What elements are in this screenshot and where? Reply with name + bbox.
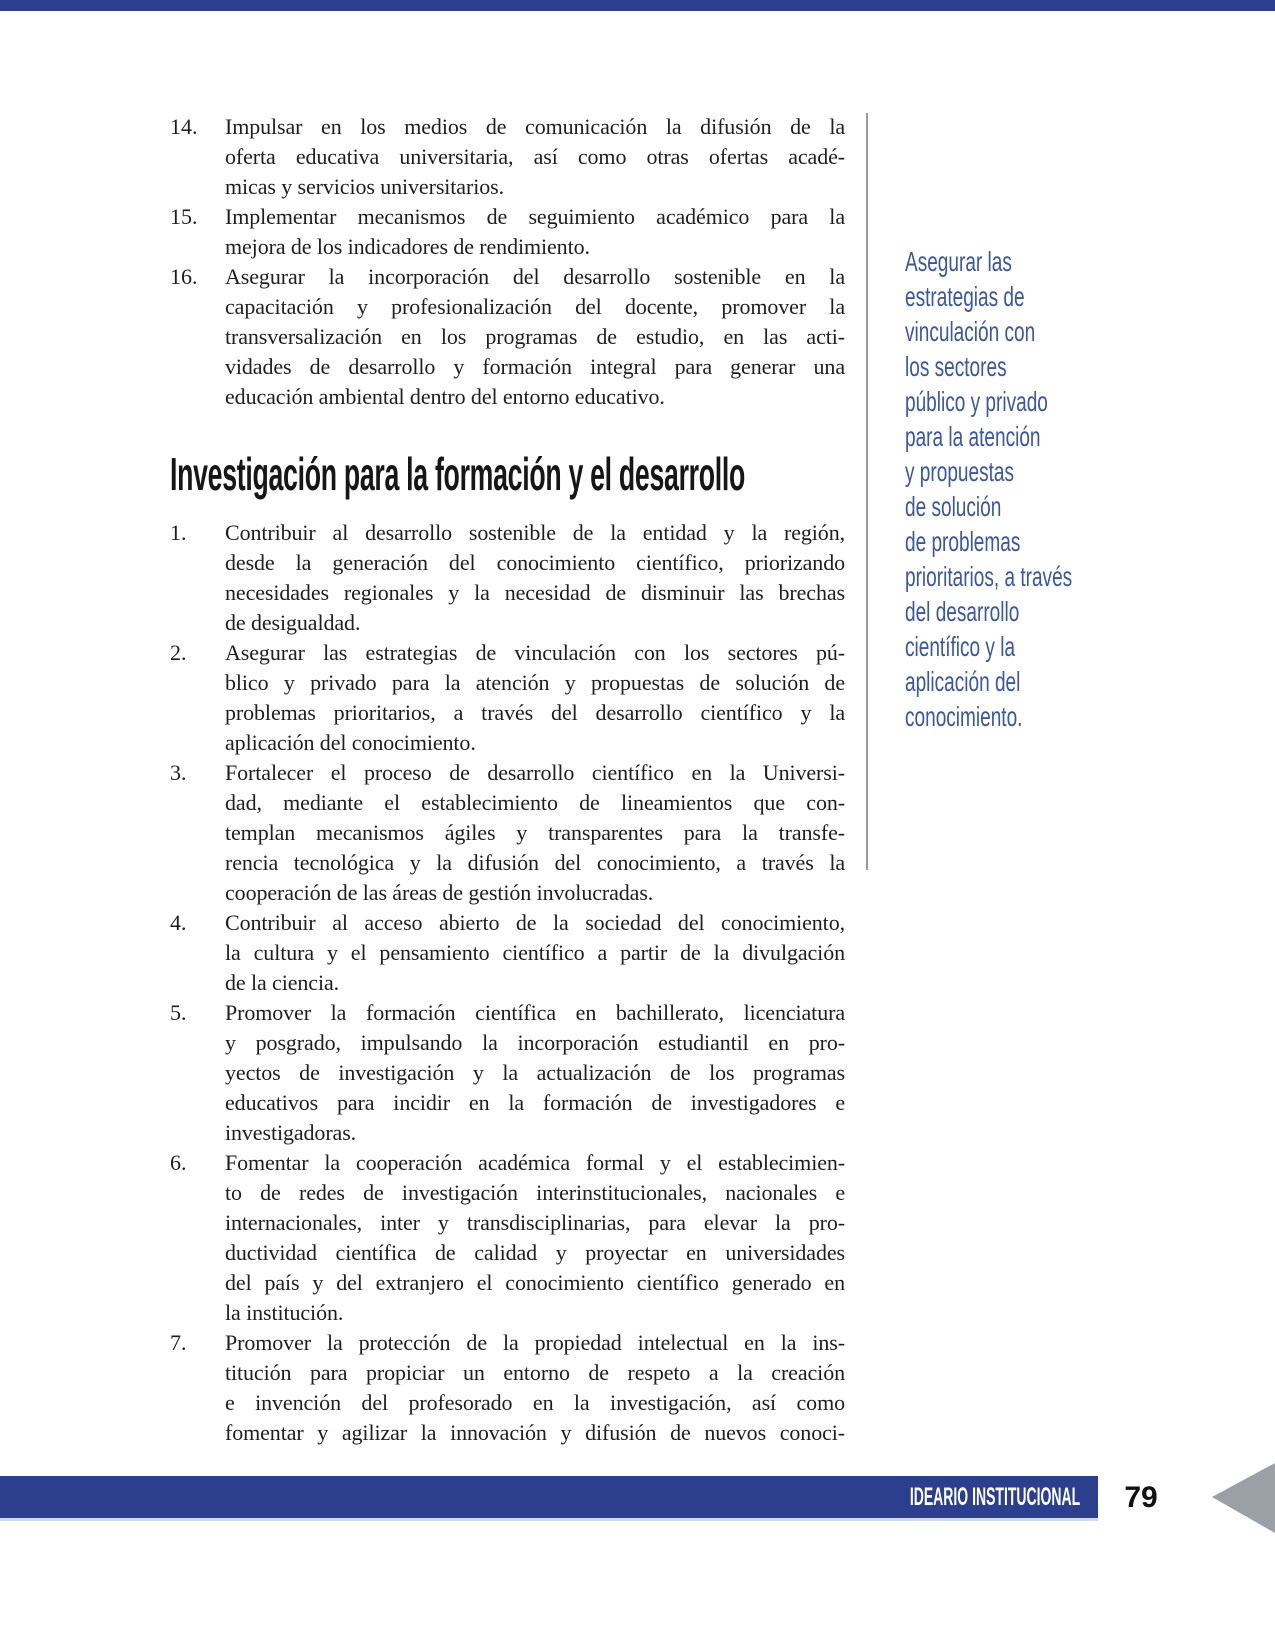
quote-line: Asegurar las	[905, 246, 1012, 277]
quote-line: los sectores	[905, 351, 1007, 382]
list-item	[170, 262, 846, 412]
text-line: mejora de los indicadores de rendimiento.	[225, 234, 590, 259]
list-item	[170, 908, 846, 998]
list-item	[170, 1148, 846, 1328]
text-line: Contribuir al desarrollo sostenible de la entidad y la región,	[225, 520, 845, 545]
item-number: 4.	[170, 910, 187, 935]
vertical-divider	[866, 113, 868, 870]
list-item	[170, 1328, 846, 1448]
quote-line: prioritarios, a través	[905, 561, 1073, 592]
quote-line: científico y la	[905, 631, 1016, 662]
item-text	[225, 1148, 845, 1328]
footer-underline	[0, 1518, 1098, 1521]
text-line: dad, mediante el establecimiento de lineamientos que con-	[225, 790, 845, 815]
item-text	[225, 1328, 845, 1448]
text-line: Promover la formación científica en bachillerato, licenciatura	[225, 1000, 845, 1025]
text-line: e invención del profesorado en la investigación, así como	[225, 1390, 845, 1415]
item-number: 14.	[170, 114, 198, 139]
list-item	[170, 638, 846, 758]
numbered-list-continued	[170, 112, 846, 412]
item-text	[225, 112, 845, 202]
quote-line: para la atención	[905, 421, 1041, 452]
footer-bar	[0, 1476, 1098, 1518]
quote-line: de solución	[905, 491, 1002, 522]
item-text	[225, 518, 845, 638]
item-number: 7.	[170, 1330, 187, 1355]
item-number: 3.	[170, 760, 187, 785]
text-line: titución para propiciar un entorno de respeto a la creación	[225, 1360, 845, 1385]
top-rule	[0, 0, 1275, 11]
text-line: fomentar y agilizar la innovación y difusión de nuevos conoci-	[225, 1420, 845, 1445]
text-line: Impulsar en los medios de comunicación la difusión de la	[225, 114, 845, 139]
text-line: del país y del extranjero el conocimiento científico generado en	[225, 1270, 845, 1295]
item-text	[225, 908, 845, 998]
text-line: templan mecanismos ágiles y transparentes para la transfe-	[225, 820, 845, 845]
text-line: desde la generación del conocimiento científico, priorizando	[225, 550, 845, 575]
quote-line: aplicación del	[905, 666, 1021, 697]
text-line: yectos de investigación y la actualización de los programas	[225, 1060, 845, 1085]
numbered-list-research	[170, 518, 846, 1448]
quote-line: estrategias de	[905, 281, 1025, 312]
text-line: to de redes de investigación interinstitucionales, nacionales e	[225, 1180, 845, 1205]
item-number: 6.	[170, 1150, 187, 1175]
text-line: Implementar mecanismos de seguimiento académico para la	[225, 204, 845, 229]
list-item	[170, 758, 846, 908]
item-number: 15.	[170, 204, 198, 229]
quote-line: vinculación con	[905, 316, 1036, 347]
item-text	[225, 262, 845, 412]
section-heading: Investigación para la formación y el desarrollo	[170, 448, 746, 500]
list-item	[170, 112, 846, 202]
text-line: Promover la protección de la propiedad intelectual en la ins-	[225, 1330, 845, 1355]
text-line: rencia tecnológica y la difusión del conocimiento, a través la	[225, 850, 845, 875]
text-line: ductividad científica de calidad y proyectar en universidades	[225, 1240, 845, 1265]
item-number: 5.	[170, 1000, 187, 1025]
text-line: la cultura y el pensamiento científico a partir de la divulgación	[225, 940, 845, 965]
text-line: aplicación del conocimiento.	[225, 730, 476, 755]
item-number: 16.	[170, 264, 198, 289]
corner-arrow-icon	[1212, 1463, 1275, 1533]
quote-line: de problemas	[905, 526, 1021, 557]
text-line: de la ciencia.	[225, 970, 340, 995]
text-line: vidades de desarrollo y formación integral para generar una	[225, 354, 845, 379]
item-number: 2.	[170, 640, 187, 665]
quote-line: conocimiento.	[905, 701, 1023, 732]
text-line: internacionales, inter y transdisciplinarias, para elevar la pro-	[225, 1210, 845, 1235]
text-line: Fomentar la cooperación académica formal y el establecimien-	[225, 1150, 845, 1175]
text-line: Contribuir al acceso abierto de la sociedad del conocimiento,	[225, 910, 845, 935]
pull-quote	[905, 244, 1177, 734]
text-line: blico y privado para la atención y propuestas de solución de	[225, 670, 845, 695]
quote-line: y propuestas	[905, 456, 1015, 487]
list-item	[170, 998, 846, 1148]
quote-line: del desarrollo	[905, 596, 1020, 627]
item-number: 1.	[170, 520, 187, 545]
text-line: investigadoras.	[225, 1120, 357, 1145]
text-line: transversalización en los programas de estudio, en las acti-	[225, 324, 845, 349]
list-item	[170, 202, 846, 262]
item-text	[225, 998, 845, 1148]
text-line: Asegurar la incorporación del desarrollo sostenible en la	[225, 264, 845, 289]
text-line: la institución.	[225, 1300, 344, 1325]
text-line: de desigualdad.	[225, 610, 361, 635]
text-line: cooperación de las áreas de gestión involucradas.	[225, 880, 654, 905]
quote-line: público y privado	[905, 386, 1048, 417]
text-line: problemas prioritarios, a través del desarrollo científico y la	[225, 700, 845, 725]
text-line: Fortalecer el proceso de desarrollo científico en la Universi-	[225, 760, 845, 785]
list-item	[170, 518, 846, 638]
text-line: necesidades regionales y la necesidad de disminuir las brechas	[225, 580, 845, 605]
text-line: Asegurar las estrategias de vinculación con los sectores pú-	[225, 640, 845, 665]
text-line: y posgrado, impulsando la incorporación estudiantil en pro-	[225, 1030, 845, 1055]
item-text	[225, 758, 845, 908]
footer-section-label: IDEARIO INSTITUCIONAL	[909, 1482, 1080, 1511]
text-line: oferta educativa universitaria, así como otras ofertas acadé-	[225, 144, 845, 169]
page-number: 79	[1124, 1481, 1158, 1514]
item-text	[225, 638, 845, 758]
text-line: micas y servicios universitarios.	[225, 174, 504, 199]
text-line: educación ambiental dentro del entorno educativo.	[225, 384, 665, 409]
text-line: capacitación y profesionalización del docente, promover la	[225, 294, 845, 319]
text-line: educativos para incidir en la formación de investigadores e	[225, 1090, 845, 1115]
item-text	[225, 202, 845, 262]
